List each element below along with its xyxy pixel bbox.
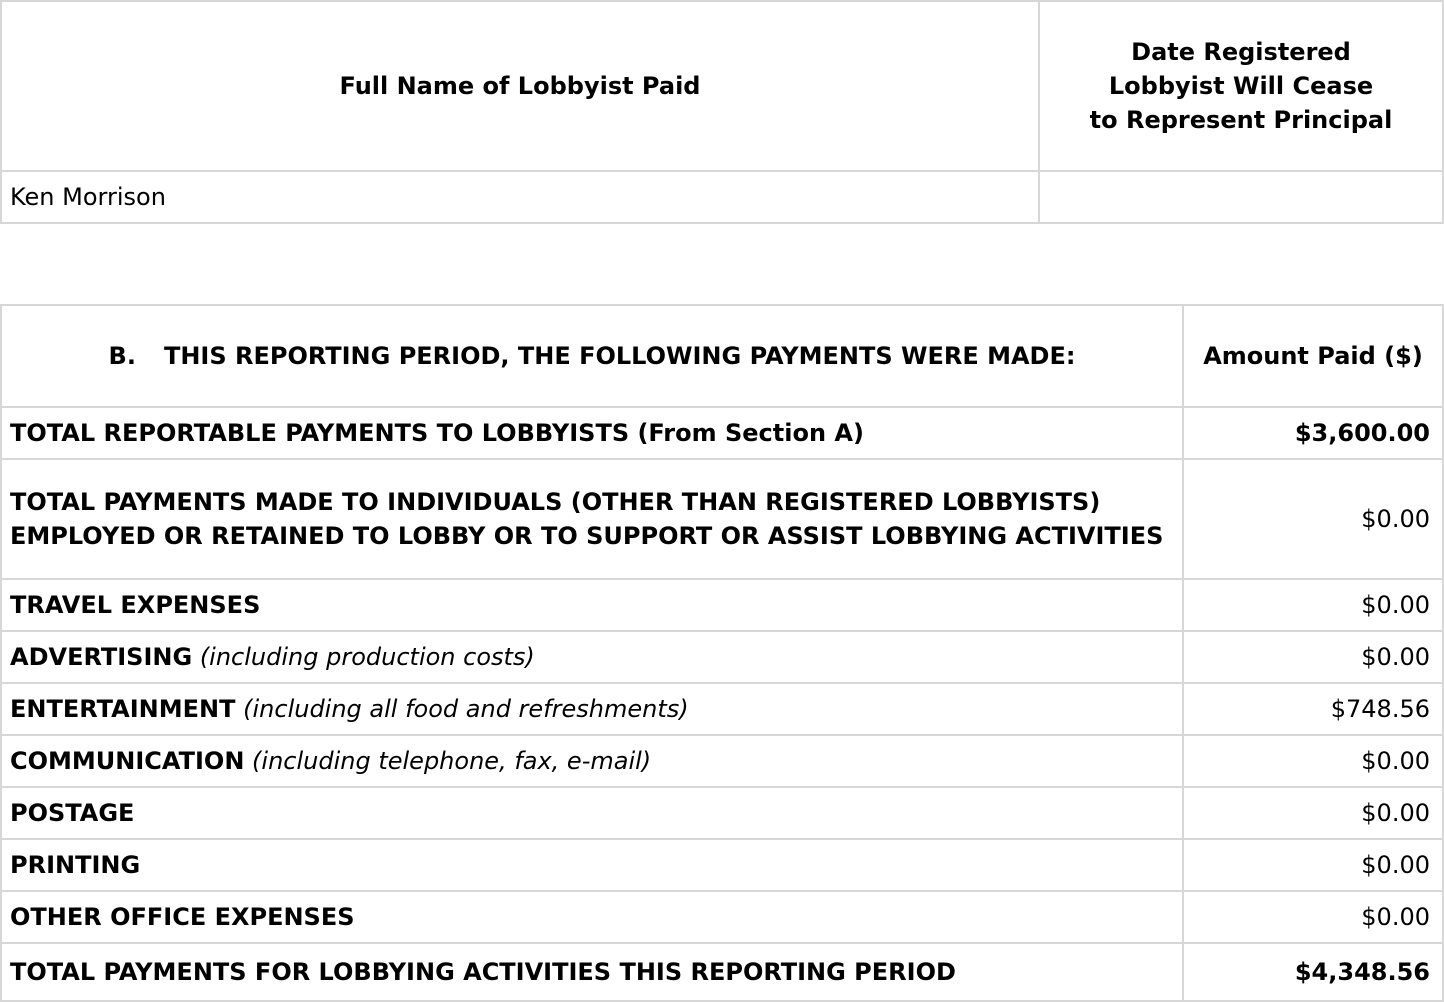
- lobbyists-paid-table: [0, 0, 1444, 224]
- table-row: [1, 891, 1443, 943]
- payment-desc-cell: [1, 631, 1183, 683]
- table-row: [1, 171, 1443, 223]
- payment-label: POSTAGE: [10, 799, 135, 827]
- payment-label: PRINTING: [10, 851, 141, 879]
- payment-desc-cell: [1, 787, 1183, 839]
- payment-amount-cell: $0.00: [1183, 787, 1443, 839]
- payments-header-row: [1, 305, 1443, 407]
- section-title: THIS REPORTING PERIOD, THE FOLLOWING PAYMENTS WERE MADE:: [163, 342, 1076, 370]
- payment-label: ADVERTISING: [10, 643, 193, 671]
- payment-desc-cell: [1, 839, 1183, 891]
- payment-label: ENTERTAINMENT: [10, 695, 236, 723]
- cease-date-header-line-3: to Represent Principal: [1089, 106, 1393, 134]
- payment-label: TOTAL PAYMENTS FOR LOBBYING ACTIVITIES THIS REPORTING PERIOD: [10, 958, 956, 986]
- section-letter: B.: [108, 342, 136, 370]
- payment-amount-cell: $0.00: [1183, 631, 1443, 683]
- lobbyist-name-cell: Ken Morrison: [1, 171, 1039, 223]
- payment-note: (including all food and refreshments): [243, 695, 689, 723]
- cease-date-header-line-1: Date Registered: [1131, 38, 1351, 66]
- table-row: [1, 631, 1443, 683]
- payment-label: TRAVEL EXPENSES: [10, 591, 261, 619]
- payment-label: COMMUNICATION: [10, 747, 245, 775]
- payments-table: [0, 304, 1444, 1002]
- payment-amount-cell: $0.00: [1183, 459, 1443, 579]
- payment-desc-cell: [1, 735, 1183, 787]
- payment-amount-cell: $4,348.56: [1183, 943, 1443, 1001]
- payment-desc-cell: [1, 943, 1183, 1001]
- payment-desc-cell: [1, 891, 1183, 943]
- cease-date-header: [1039, 1, 1443, 171]
- payment-desc-cell: [1, 407, 1183, 459]
- table-row: [1, 735, 1443, 787]
- payment-desc-cell: [1, 683, 1183, 735]
- payment-desc-cell: [1, 459, 1183, 579]
- table-row: [1, 579, 1443, 631]
- payment-amount-cell: $748.56: [1183, 683, 1443, 735]
- payment-label: TOTAL PAYMENTS MADE TO INDIVIDUALS (OTHER THAN REGISTERED LOBBYISTS) EMPLOYED OR RETAINED TO LOBBY OR TO SUPPORT OR ASSIST LOBBYING ACTIVITIES: [10, 488, 1164, 550]
- payment-note: (including telephone, fax, e-mail): [252, 747, 652, 775]
- table-row: [1, 943, 1443, 1001]
- payment-amount-cell: $0.00: [1183, 839, 1443, 891]
- payment-amount-cell: $0.00: [1183, 579, 1443, 631]
- lobbyist-name-header: Full Name of Lobbyist Paid: [1, 1, 1039, 171]
- table-row: [1, 683, 1443, 735]
- cease-date-cell: [1039, 171, 1443, 223]
- cease-date-header-line-2: Lobbyist Will Cease: [1108, 72, 1374, 100]
- payment-label: OTHER OFFICE EXPENSES: [10, 903, 355, 931]
- payment-amount-cell: $0.00: [1183, 735, 1443, 787]
- table-row: [1, 839, 1443, 891]
- table-row: [1, 787, 1443, 839]
- lobbyists-header-row: [1, 1, 1443, 171]
- amount-paid-header: Amount Paid ($): [1183, 305, 1443, 407]
- payment-desc-cell: [1, 579, 1183, 631]
- table-row: [1, 459, 1443, 579]
- table-row: [1, 407, 1443, 459]
- payment-label: TOTAL REPORTABLE PAYMENTS TO LOBBYISTS (From Section A): [10, 419, 864, 447]
- payment-amount-cell: $3,600.00: [1183, 407, 1443, 459]
- payment-note: (including production costs): [199, 643, 535, 671]
- payment-amount-cell: $0.00: [1183, 891, 1443, 943]
- section-b-header: [1, 305, 1183, 407]
